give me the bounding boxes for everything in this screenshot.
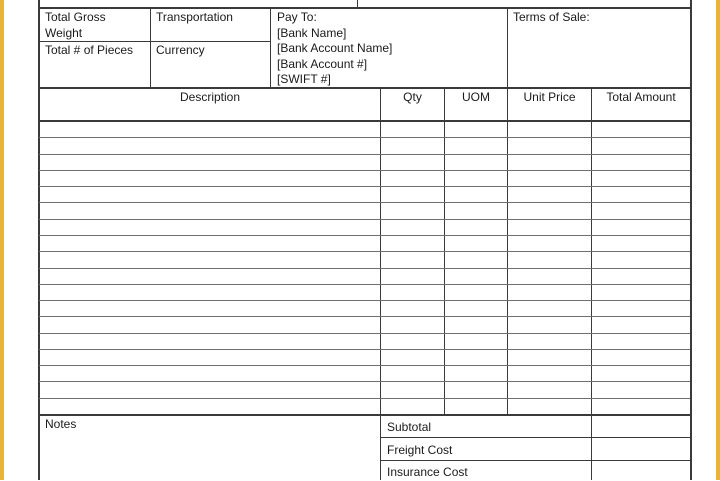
table-row-line bbox=[39, 349, 690, 350]
table-row-line bbox=[39, 365, 690, 366]
table-bottom-border bbox=[38, 414, 691, 416]
table-row-line bbox=[39, 154, 690, 155]
top-border bbox=[38, 7, 691, 9]
header-divider-2 bbox=[270, 8, 271, 88]
table-row-line bbox=[39, 268, 690, 269]
currency-label: Currency bbox=[156, 43, 205, 57]
pay-to-label: Pay To: bbox=[277, 10, 317, 24]
insurance-cost-label: Insurance Cost bbox=[387, 465, 468, 479]
table-row-line bbox=[39, 251, 690, 252]
pay-to-block bbox=[277, 10, 392, 88]
table-row-line bbox=[39, 300, 690, 301]
top-divider bbox=[357, 0, 358, 8]
column-header-unit-price: Unit Price bbox=[523, 90, 576, 104]
column-header-total-amount: Total Amount bbox=[606, 90, 676, 104]
column-header-uom: UOM bbox=[462, 90, 490, 104]
header-divider-1 bbox=[150, 8, 151, 88]
swift-number: [SWIFT #] bbox=[277, 72, 331, 86]
table-row-line bbox=[39, 235, 690, 236]
notes-label: Notes bbox=[45, 417, 77, 431]
bank-account-number: [Bank Account #] bbox=[277, 56, 368, 71]
bank-name: [Bank Name] bbox=[277, 25, 347, 40]
table-top-border bbox=[38, 87, 691, 89]
table-header-bottom bbox=[38, 120, 691, 122]
total-pieces-label: Total # of Pieces bbox=[45, 43, 134, 57]
left-border bbox=[38, 0, 40, 480]
table-row-line bbox=[39, 137, 690, 138]
freight-bottom bbox=[380, 460, 691, 461]
total-gross-weight-label: Total Gross Weight bbox=[45, 10, 106, 40]
terms-of-sale-label: Terms of Sale: bbox=[513, 10, 590, 24]
header-mid-line bbox=[38, 41, 270, 42]
bank-account-name: [Bank Account Name] bbox=[277, 41, 393, 55]
table-row-line bbox=[39, 219, 690, 220]
table-row-line bbox=[39, 316, 690, 317]
table-row-line bbox=[39, 398, 690, 399]
table-row-line bbox=[39, 381, 690, 382]
table-row-line bbox=[39, 333, 690, 334]
table-row-line bbox=[39, 202, 690, 203]
header-divider-3 bbox=[507, 8, 508, 88]
table-row-line bbox=[39, 284, 690, 285]
table-row-line bbox=[39, 186, 690, 187]
transportation-label: Transportation bbox=[156, 10, 233, 24]
subtotal-bottom bbox=[380, 437, 691, 438]
column-header-description: Description bbox=[179, 90, 241, 104]
table-row-line bbox=[39, 170, 690, 171]
subtotal-label: Subtotal bbox=[387, 420, 432, 434]
column-header-qty: Qty bbox=[403, 90, 422, 104]
freight-cost-label: Freight Cost bbox=[387, 443, 453, 457]
right-border bbox=[690, 0, 692, 480]
